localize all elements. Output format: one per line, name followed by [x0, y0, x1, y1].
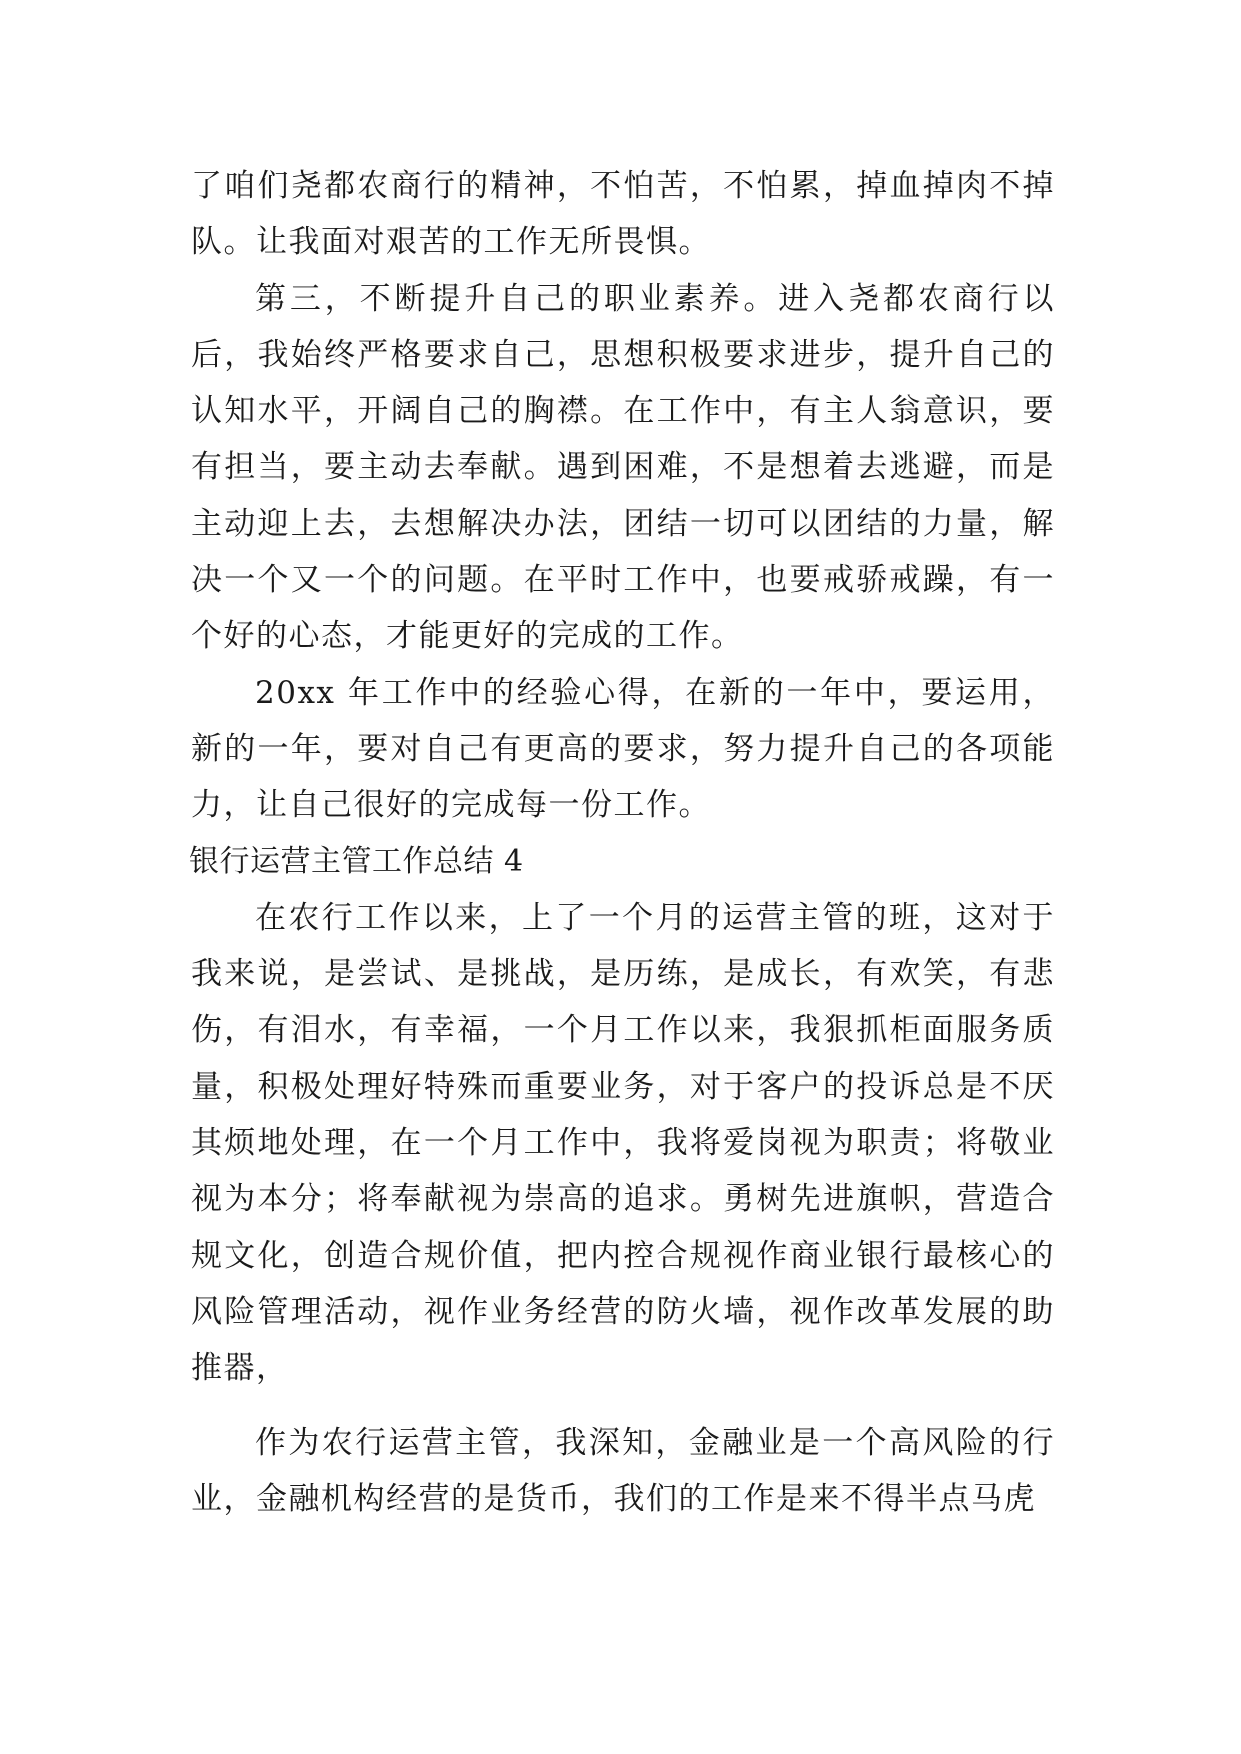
paragraph-experience: 20xx 年工作中的经验心得，在新的一年中，要运用，新的一年，要对自己有更高的要求，努力提升自己的各项能力，让自己很好的完成每一份工作。	[191, 674, 1055, 824]
paragraph-section-intro: 在农行工作以来，上了一个月的运营主管的班，这对于我来说，是尝试、是挑战，是历练，是成长，有欢笑，有悲伤，有泪水，有幸福，一个月工作以来，我狠抓柜面服务质量，积极处理好特殊而重要业务，对于客户的投诉总是不厌其烦地处理，在一个月工作中，我将爱岗视为职责；将敬业视为本分；将奉献视为崇高的追求。勇树先进旗帜，营造合规文化，创造合规价值，把内控合规视作商业银行最核心的风险管理活动，视作业务经营的防火墙，视作改革发展的助推器，	[191, 899, 1055, 1387]
paragraph-third-point: 第三，不断提升自己的职业素养。进入尧都农商行以后，我始终严格要求自己，思想积极要求进步，提升自己的认知水平，开阔自己的胸襟。在工作中，有主人翁意识，要有担当，要主动去奉献。遇到困难，不是想着去逃避，而是主动迎上去，去想解决办法，团结一切可以团结的力量，解决一个又一个的问题。在平时工作中，也要戒骄戒躁，有一个好的心态，才能更好的完成的工作。	[191, 280, 1055, 655]
paragraph-section-second: 作为农行运营主管，我深知，金融业是一个高风险的行业，金融机构经营的是货币，我们的工作是来不得半点马虎	[191, 1424, 1055, 1517]
document-body	[191, 158, 1055, 1527]
paragraph-continued: 了咱们尧都农商行的精神，不怕苦，不怕累，掉血掉肉不掉队。让我面对艰苦的工作无所畏惧。	[191, 168, 1055, 261]
paragraph-gap	[191, 1397, 1055, 1415]
section-heading: 银行运营主管工作总结 4	[189, 843, 524, 879]
